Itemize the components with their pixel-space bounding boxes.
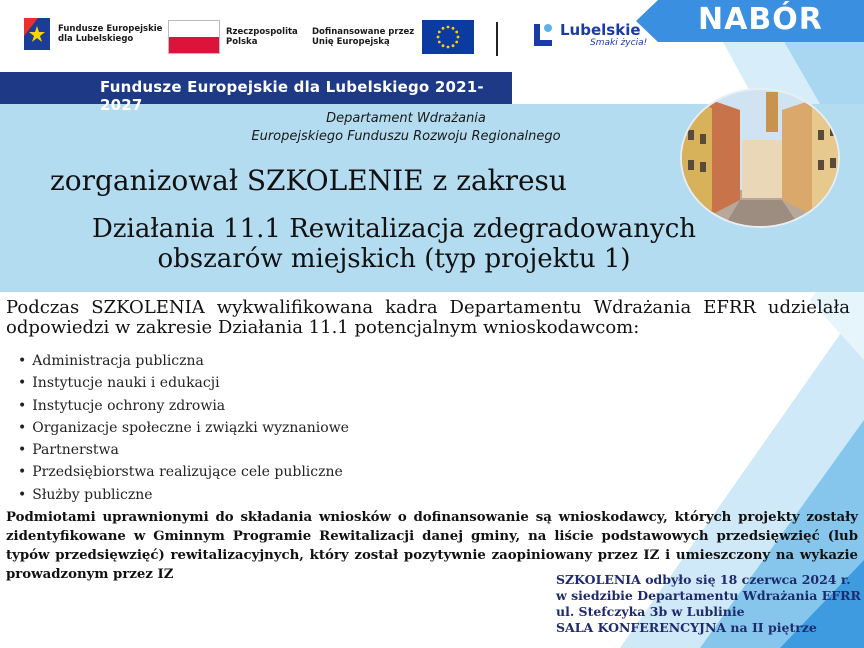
event-info-address: ul. Stefczyka 3b w Lublinie bbox=[556, 604, 745, 619]
headline: zorganizował SZKOLENIE z zakresu bbox=[50, 164, 567, 197]
fe-logo bbox=[22, 14, 162, 54]
nabor-label: NABÓR bbox=[698, 2, 823, 37]
street-photo bbox=[680, 88, 840, 228]
lubelskie-logo bbox=[530, 20, 647, 50]
list-item: • Administracja publiczna bbox=[18, 350, 349, 372]
event-info-date: SZKOLENIA odbyło się 18 czerwca 2024 r. bbox=[556, 572, 851, 587]
list-item: • Instytucje ochrony zdrowia bbox=[18, 395, 349, 417]
intro-paragraph: Podczas SZKOLENIA wykwalifikowana kadra Departamentu Wdrażania EFRR udzielała odpowiedzi w zakresie Działania 11.1 potencjalnym wnioskodawcom: bbox=[6, 297, 850, 338]
eu-logo-line2: Unię Europejską bbox=[312, 37, 390, 47]
department-line2: Europejskiego Funduszu Rozwoju Regionalnego bbox=[251, 129, 561, 144]
list-item: • Przedsiębiorstwa realizujące cele publiczne bbox=[18, 461, 349, 483]
list-item: • Instytucje nauki i edukacji bbox=[18, 372, 349, 394]
event-info bbox=[556, 572, 861, 636]
department-line1: Departament Wdrażania bbox=[326, 111, 486, 126]
poland-flag-icon bbox=[168, 20, 220, 54]
eu-logo-line1: Dofinansowane przez bbox=[312, 27, 415, 37]
lubelskie-slogan: Smaki życia! bbox=[590, 38, 648, 48]
fe-banner-text: Fundusze Europejskie dla Lubelskiego 2021-2027 bbox=[100, 78, 484, 114]
subhead-line1: Działania 11.1 Rewitalizacja zdegradowanych bbox=[91, 214, 697, 244]
fe-star-icon bbox=[22, 14, 52, 54]
list-item: • Organizacje społeczne i związki wyznaniowe bbox=[18, 417, 349, 439]
eu-logo bbox=[312, 20, 474, 54]
fe-logo-line1: Fundusze Europejskie bbox=[58, 24, 163, 34]
list-item: • Partnerstwa bbox=[18, 439, 349, 461]
eligibility-paragraph: Podmiotami uprawnionymi do składania wniosków o dofinansowanie są wnioskodawcy, których projekty zostały zidentyfikowane w Gminnym Programie Rewitalizacji danej gminy, na liście podstawowych przedsięwzięć (lub typów przedsięwzięć) rewitalizacyjnych, który został pozytywnie zaopiniowany przez IZ i umieszczony na wykazie prowadzonym przez IZ bbox=[6, 510, 858, 582]
fe-logo-line2: dla Lubelskiego bbox=[58, 34, 134, 44]
lubelskie-name: Lubelskie bbox=[560, 21, 641, 39]
eu-flag-icon bbox=[422, 20, 474, 54]
rp-logo-line2: Polska bbox=[226, 37, 258, 47]
department-name bbox=[216, 110, 596, 146]
event-info-room: SALA KONFERENCYJNA na II piętrze bbox=[556, 620, 817, 635]
logo-divider bbox=[496, 22, 498, 56]
fe-banner bbox=[0, 72, 512, 114]
applicant-list bbox=[18, 350, 349, 506]
event-info-place: w siedzibie Departamentu Wdrażania EFRR bbox=[556, 588, 861, 603]
rp-logo-line1: Rzeczpospolita bbox=[226, 27, 298, 37]
rp-logo bbox=[168, 20, 298, 54]
subheadline bbox=[34, 214, 754, 274]
list-item: • Służby publiczne bbox=[18, 484, 349, 506]
lubelskie-mark-icon bbox=[530, 20, 556, 50]
subhead-line2: obszarów miejskich (typ projektu 1) bbox=[157, 244, 631, 274]
old-town-street-image bbox=[682, 90, 840, 228]
